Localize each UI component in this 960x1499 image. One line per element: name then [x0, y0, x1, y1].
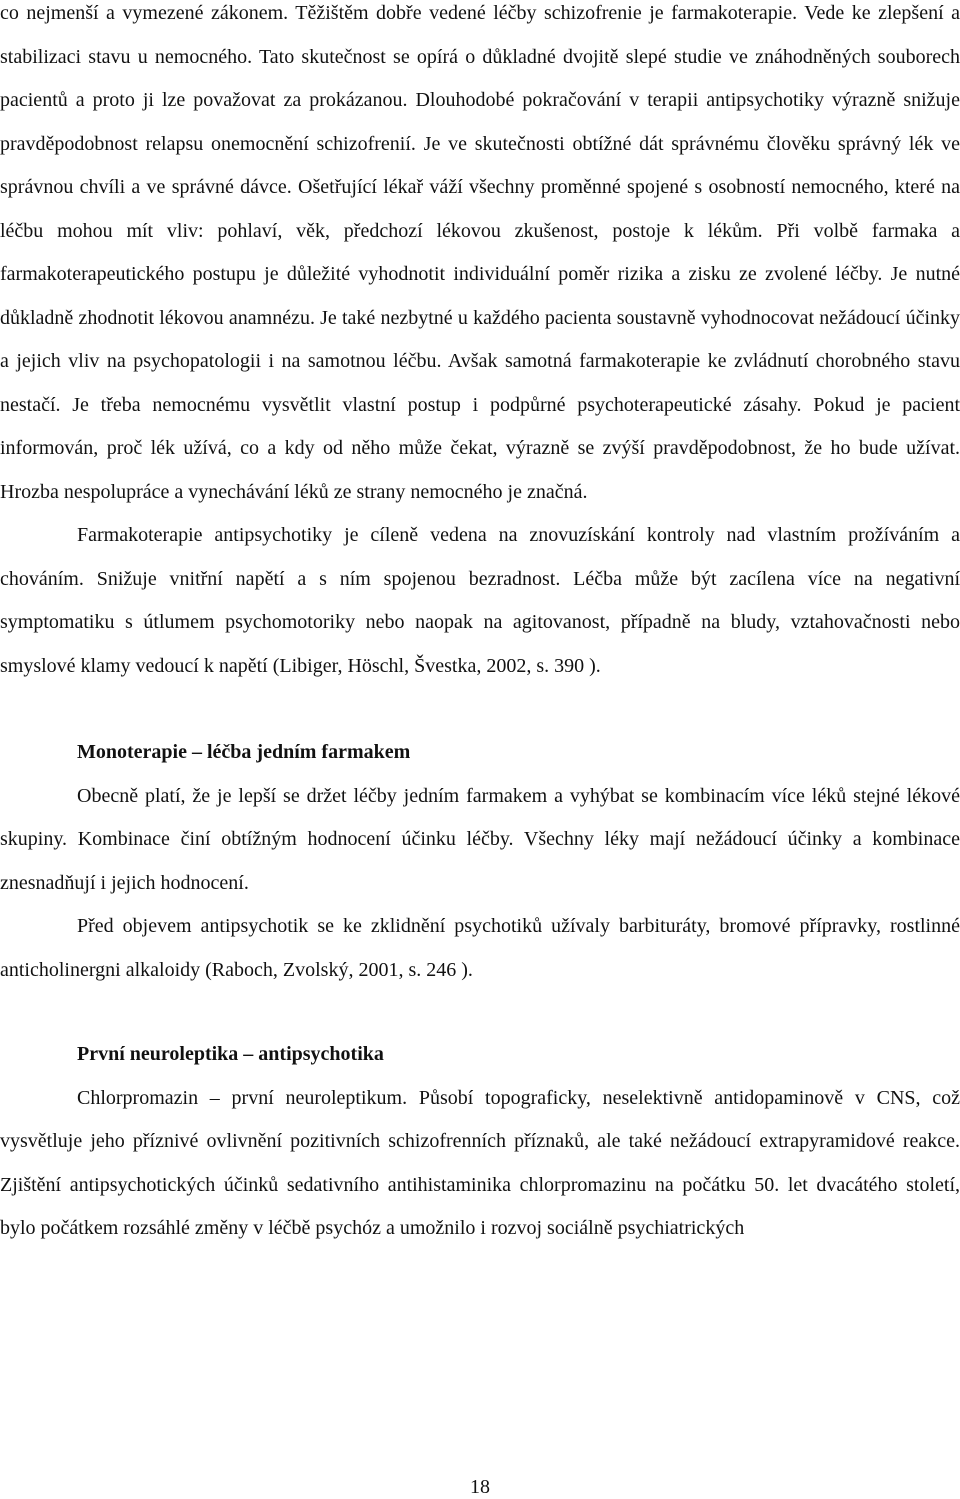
- page-number: 18: [470, 1476, 490, 1498]
- body-paragraph: co nejmenší a vymezené zákonem. Těžištěm dobře vedené léčby schizofrenie je farmakoterapie. Vede ke zlepšení a stabilizaci stavu u nemocného. Tato skutečnost se opírá o důkladné dvojitě slepé studie ve znáhodněných souborech pacientů a proto ji lze považovat za prokázanou. Dlouhodobé pokračování v terapii antipsychotiky výrazně snižuje pravděpodobnost relapsu onemocnění schizofrenií. Je ve skutečnosti obtížné dát správnému člověku správný lék ve správnou chvíli a ve správné dávce. Ošetřující lékař váží všechny proměnné spojené s osobností nemocného, které na léčbu mohou mít vliv: pohlaví, věk, předchozí lékovou zkušenost, postoje k lékům. Při volbě farmaka a farmakoterapeutického postupu je důležité vyhodnotit individuální poměr rizika a zisku ze zvolené léčby. Je nutné důkladně zhodnotit lékovou anamnézu. Je také nezbytné u každého pacienta soustavně vyhodnocovat nežádoucí účinky a jejich vliv na psychopatologii i na samotnou léčbu. Avšak samotná farmakoterapie ke zvládnutí chorobného stavu nestačí. Je třeba nemocnému vysvětlit vlastní postup i podpůrné psychoterapeutické zásahy. Pokud je pacient informován, proč lék užívá, co a kdy od něho může čekat, výrazně se zvýší pravděpodobnost, že ho bude užívat. Hrozba nespolupráce a vynechávání léků ze strany nemocného je značná.: [0, 2, 960, 503]
- body-paragraph: Obecně platí, že je lepší se držet léčby jedním farmakem a vyhýbat se kombinacím více léků stejné lékové skupiny. Kombinace činí obtížným hodnocení účinku léčby. Všechny léky mají nežádoucí účinky a kombinace znesnadňují i jejich hodnocení.: [0, 784, 960, 894]
- body-paragraph: Farmakoterapie antipsychotiky je cíleně vedena na znovuzískání kontroly nad vlastním prožíváním a chováním. Snižuje vnitřní napětí a s ním spojenou bezradnost. Léčba může být zacílena více na negativní symptomatiku s útlumem psychomotoriky nebo naopak na agitovanost, případně na bludy, vztahovačnosti nebo smyslové klamy vedoucí k napětí (Libiger, Höschl, Švestka, 2002, s. 390 ).: [0, 524, 960, 677]
- body-paragraph: Chlorpromazin – první neuroleptikum. Působí topograficky, neselektivně antidopaminově v CNS, což vysvětluje jeho příznivé ovlivnění pozitivních schizofrenních příznaků, ale také nežádoucí extrapyramidové reakce. Zjištění antipsychotických účinků sedativního antihistaminika chlorpromazinu na počátku 50. let dvacátého století, bylo počátkem rozsáhlé změny v léčbě psychóz a umožnilo i rozvoj sociálně psychiatrických: [0, 1086, 960, 1239]
- section-heading-monoterapie: Monoterapie – léčba jedním farmakem: [77, 741, 411, 763]
- body-paragraph: Před objevem antipsychotik se ke zklidnění psychotiků užívaly barbituráty, bromové přípravky, rostlinné anticholinergni alkaloidy (Raboch, Zvolský, 2001, s. 246 ).: [0, 915, 960, 981]
- section-spacer: [0, 688, 960, 731]
- section-heading-neuroleptika: První neuroleptika – antipsychotika: [77, 1043, 384, 1065]
- section-spacer: [0, 992, 960, 1033]
